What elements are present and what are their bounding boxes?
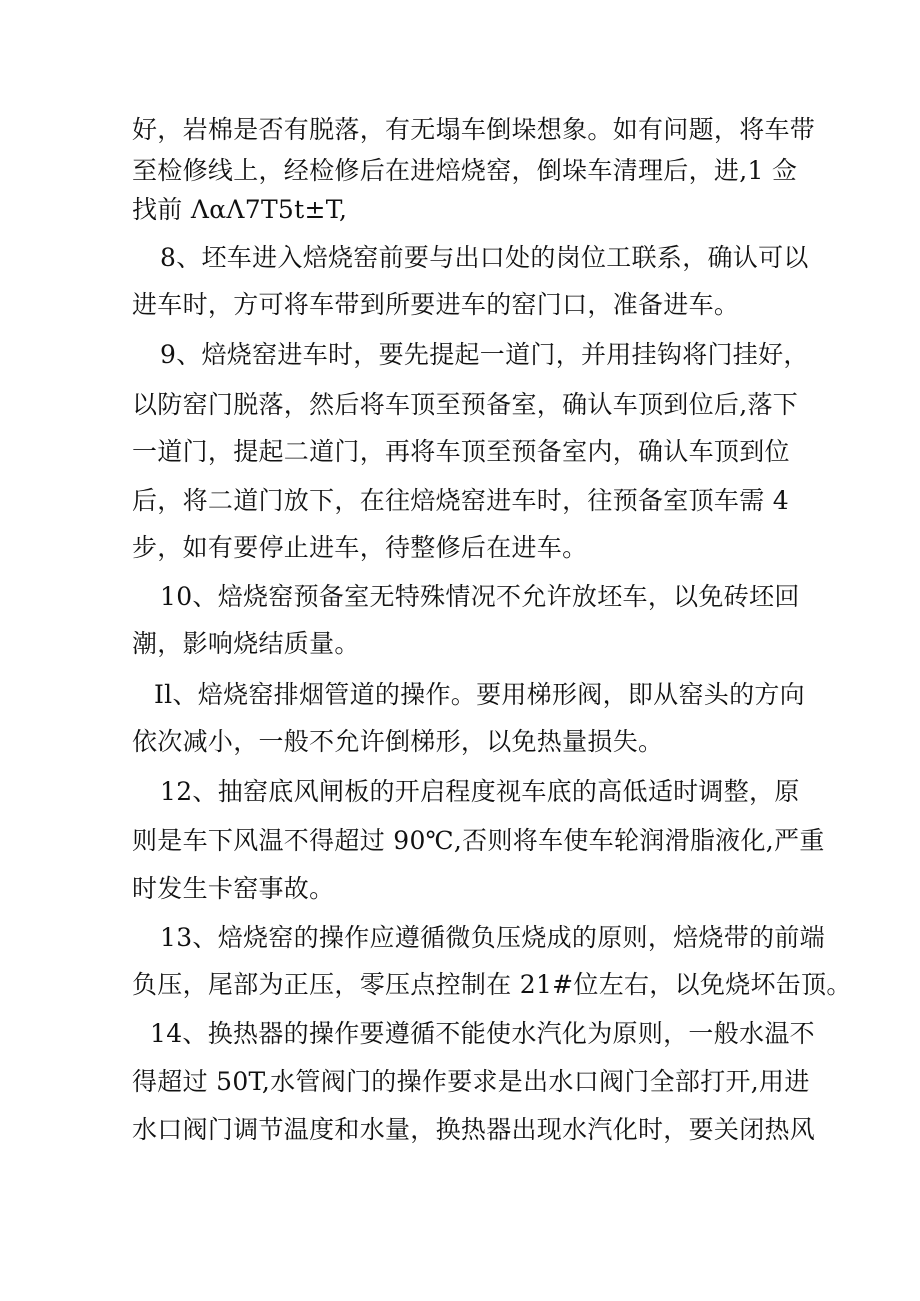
- text-line-16: 则是车下风温不得超过 90℃,否则将车使车轮润滑脂液化,严重: [132, 826, 825, 855]
- text-line-22: 水口阀门调节温度和水量，换热器出现水汽化时，要关闭热风: [132, 1115, 816, 1144]
- text-line-15: 12、抽窑底风闸板的开启程度视车底的高低适时调整，原: [160, 777, 800, 806]
- text-line-1: 好，岩棉是否有脱落，有无塌车倒垛想象。如有问题，将车带: [132, 115, 816, 144]
- text-line-6: 9、焙烧窑进车时，要先提起一道门，并用挂钩将门挂好，: [160, 340, 809, 369]
- text-line-20: 14、换热器的操作要遵循不能使水汽化为原则，一般水温不: [150, 1019, 815, 1048]
- text-line-9: 后，将二道门放下，在往焙烧窑进车时，往预备室顶车需 4: [132, 486, 789, 515]
- text-line-13: Il、焙烧窑排烟管道的操作。要用梯形阀，即从窑头的方向: [154, 680, 805, 709]
- text-line-5: 进车时，方可将车带到所要进车的窑门口，准备进车。: [132, 290, 740, 319]
- text-line-11: 10、焙烧窑预备室无特殊情况不允许放坯车，以免砖坯回: [160, 582, 800, 611]
- text-line-18: 13、焙烧窑的操作应遵循微负压烧成的原则，焙烧带的前端: [160, 923, 825, 952]
- text-line-12: 潮，影响烧结质量。: [132, 629, 360, 658]
- text-line-2: 至检修线上，经检修后在进焙烧窑，倒垛车清理后，进,1 佥: [132, 156, 798, 185]
- text-line-10: 步，如有要停止进车，待整修后在进车。: [132, 533, 588, 562]
- text-line-17: 时发生卡窑事故。: [132, 874, 335, 903]
- text-line-14: 依次减小，一般不允许倒梯形，以免热量损失。: [132, 727, 664, 756]
- text-line-19: 负压，尾部为正压，零压点控制在 21#位左右，以免烧坏缶顶。: [132, 970, 852, 999]
- text-line-4: 8、坯车进入焙烧窑前要与出口处的岗位工联系，确认可以: [160, 243, 809, 272]
- text-line-3: 找前 ΛαΛ7T5t±T,: [132, 195, 348, 224]
- text-line-21: 得超过 50T,水管阀门的操作要求是出水口阀门全部打开,用进: [132, 1067, 810, 1096]
- text-line-8: 一道门，提起二道门，再将车顶至预备室内，确认车顶到位: [132, 437, 790, 466]
- text-line-7: 以防窑门脱落，然后将车顶至预备室，确认车顶到位后,落下: [132, 390, 799, 419]
